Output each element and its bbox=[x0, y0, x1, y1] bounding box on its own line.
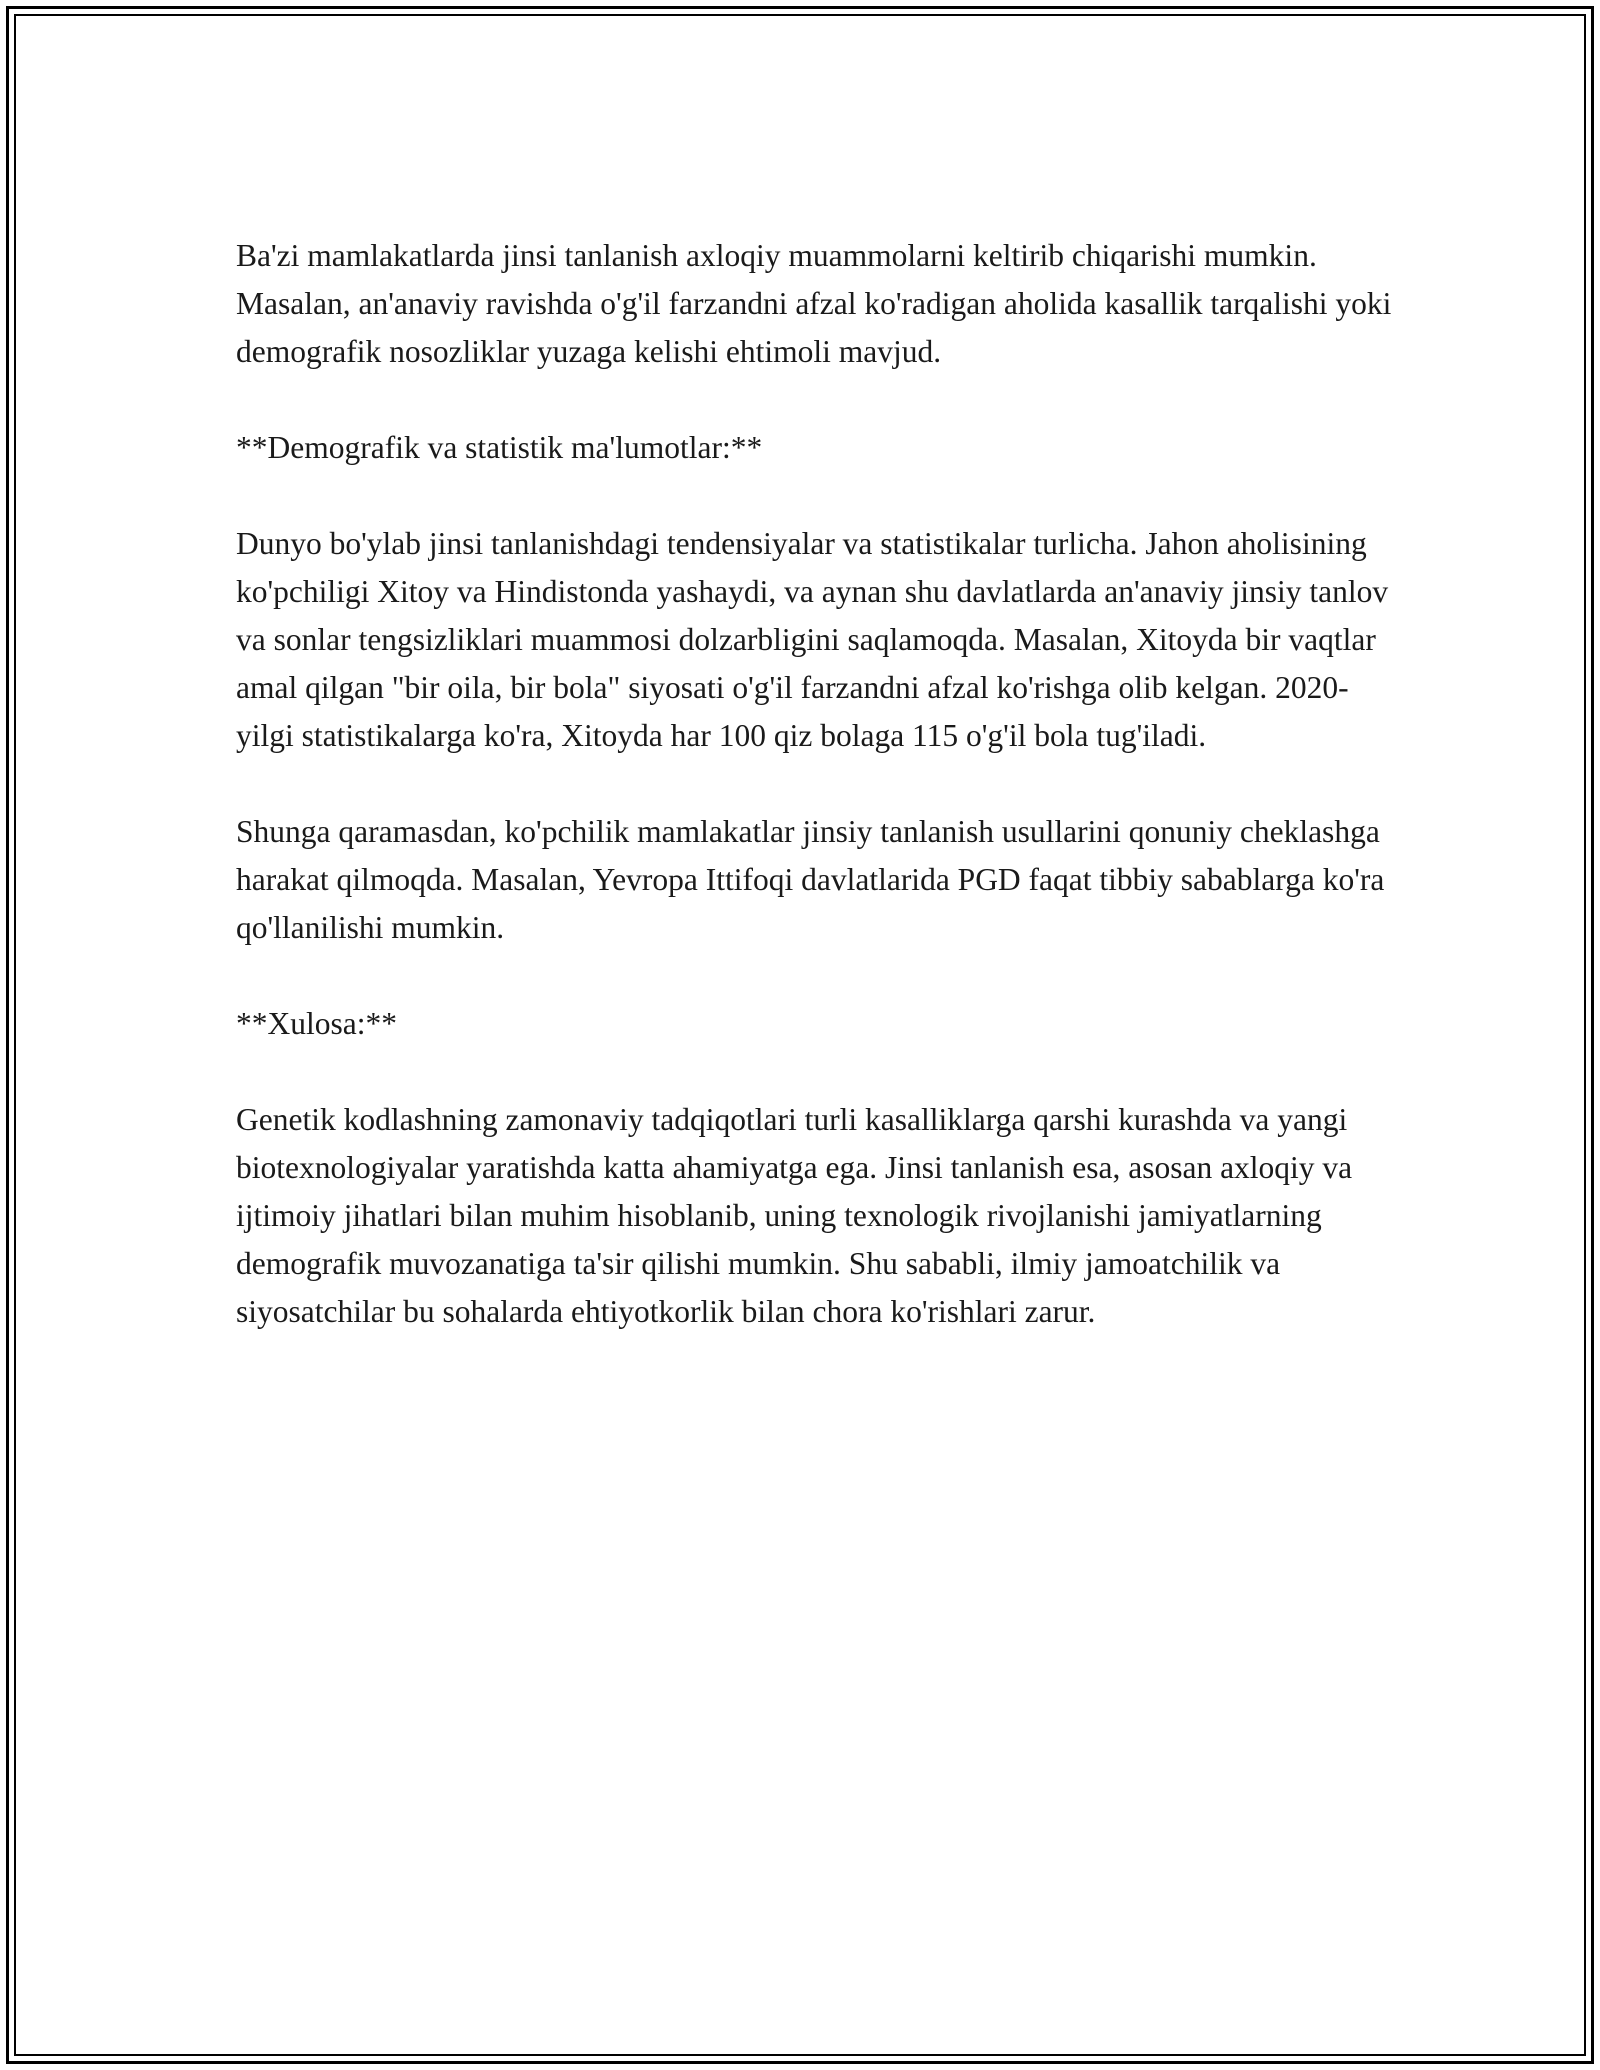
heading-conclusion: **Xulosa:** bbox=[236, 1006, 397, 1041]
paragraph-regulation: Shunga qaramasdan, ko'pchilik mamlakatlar jinsiy tanlanish usullarini qonuniy cheklashga harakat qilmoqda. Masalan, Yevropa Ittifoqi davlatlarida PGD faqat tibbiy sabablarga ko'ra qo'llanilishi mumkin. bbox=[236, 814, 1385, 945]
heading-demographic: **Demografik va statistik ma'lumotlar:** bbox=[236, 430, 763, 465]
paragraph-intro: Ba'zi mamlakatlarda jinsi tanlanish axloqiy muammolarni keltirib chiqarishi mumkin. Masalan, an'anaviy ravishda o'g'il farzandni afzal ko'radigan aholida kasallik tarqalishi yoki demografik nosozliklar yuzaga kelishi ehtimoli mavjud. bbox=[236, 238, 1392, 369]
paragraph-statistics: Dunyo bo'ylab jinsi tanlanishdagi tendensiyalar va statistikalar turlicha. Jahon aholisining ko'pchiligi Xitoy va Hindistonda yashaydi, va aynan shu davlatlarda an'anaviy jinsiy tanlov va sonlar tengsizliklari muammosi dolzarbligini saqlamoqda. Masalan, Xitoyda bir vaqtlar amal qilgan "bir oila, bir bola" siyosati o'g'il farzandni afzal ko'rishga olib kelgan. 2020-yilgi statistikalarga ko'ra, Xitoyda har 100 qiz bolaga 115 o'g'il bola tug'iladi. bbox=[236, 526, 1389, 753]
document-body bbox=[236, 232, 1396, 1336]
paragraph-conclusion: Genetik kodlashning zamonaviy tadqiqotlari turli kasalliklarga qarshi kurashda va yangi biotexnologiyalar yaratishda katta ahamiyatga ega. Jinsi tanlanish esa, asosan axloqiy va ijtimoiy jihatlari bilan muhim hisoblanib, uning texnologik rivojlanishi jamiyatlarning demografik muvozanatiga ta'sir qilishi mumkin. Shu sababli, ilmiy jamoatchilik va siyosatchilar bu sohalarda ehtiyotkorlik bilan chora ko'rishlari zarur. bbox=[236, 1102, 1353, 1329]
